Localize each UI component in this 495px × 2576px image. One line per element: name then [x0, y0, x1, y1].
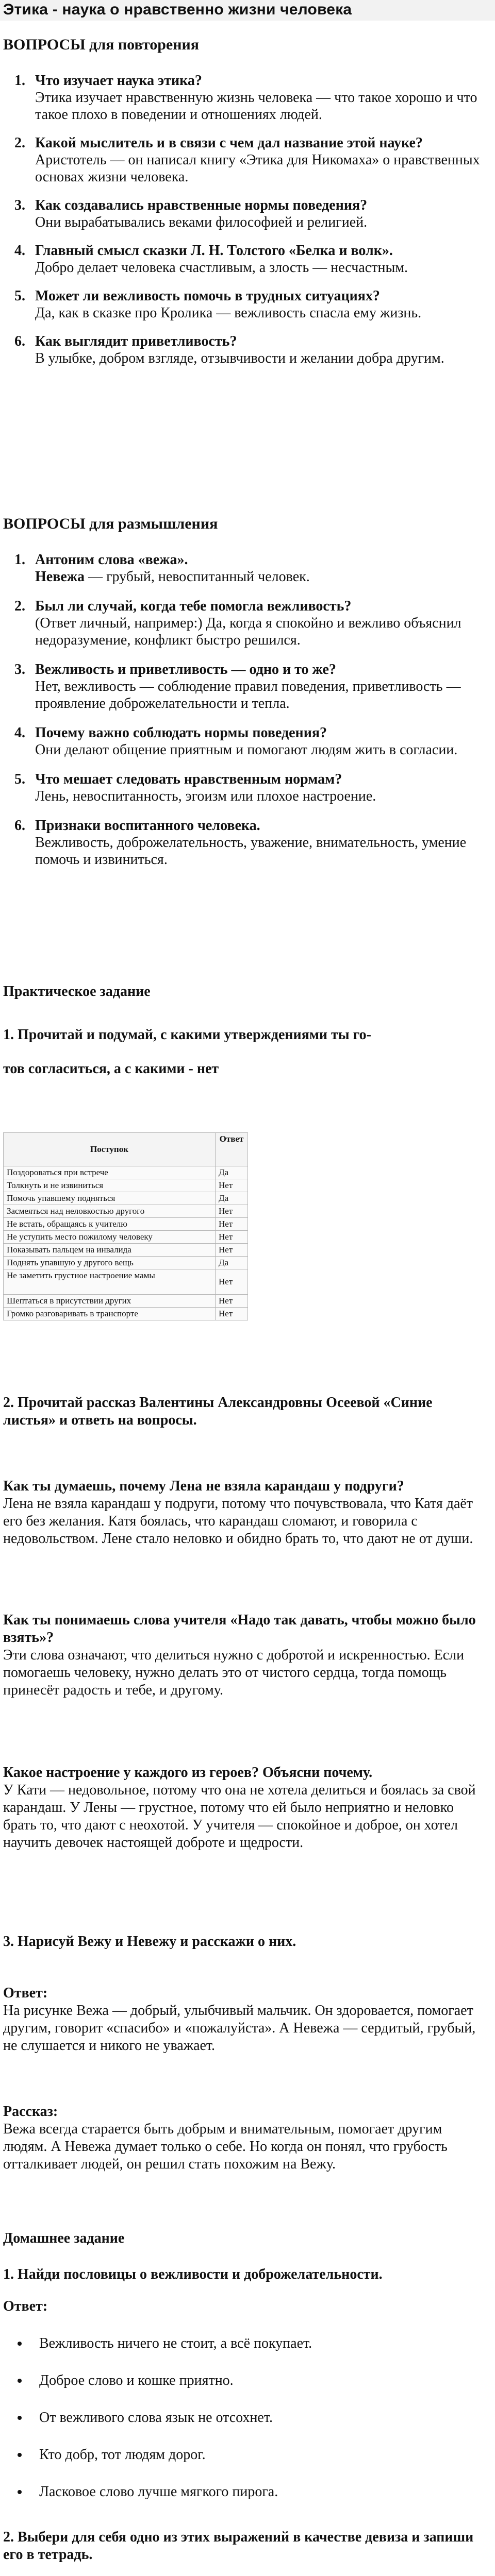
- task2-answer: Эти слова означают, что делиться нужно с добротой и искренностью. Если помогаешь человеку, нужно делать это от чистого сердца, тогда помощь принесёт радость и тебе, и другому.: [3, 1647, 465, 1698]
- review-heading: ВОПРОСЫ для повторения: [3, 36, 200, 53]
- answer-keyword: Невежа: [35, 569, 85, 585]
- action-cell: Поздороваться при встрече: [4, 1166, 216, 1179]
- question: Какой мыслитель и в связи с чем дал название этой науке?: [35, 135, 423, 151]
- list-item: [3, 2372, 488, 2389]
- proverb-text: От вежливого слова язык не отсохнет.: [39, 2410, 273, 2426]
- answer-cell: Нет: [216, 1205, 248, 1218]
- answer: [35, 568, 488, 585]
- table-row: [4, 1231, 248, 1244]
- bullet-icon: [18, 2453, 22, 2457]
- actions-table: [3, 1132, 248, 1320]
- question: Почему важно соблюдать нормы поведения?: [35, 725, 327, 741]
- task2-qa-1: [3, 1478, 488, 1548]
- table-row: [4, 1192, 248, 1205]
- review-item: [3, 287, 488, 321]
- task2-qa-2: [3, 1612, 488, 1699]
- bullet-icon: [18, 2416, 22, 2420]
- task3-story-label: Рассказ:: [3, 2104, 58, 2120]
- review-item: [3, 197, 488, 231]
- item-number: 1.: [14, 73, 25, 89]
- answer: Нет, вежливость — соблюдение правил поведения, приветливость — проявление доброжелательности и тепла.: [35, 679, 461, 711]
- table-row: [4, 1244, 248, 1257]
- action-cell: Шептаться в присутствии других: [4, 1295, 216, 1308]
- action-cell: Громко разговаривать в транспорте: [4, 1308, 216, 1320]
- reflection-item: [3, 551, 488, 585]
- table-row: [4, 1269, 248, 1295]
- review-item: [3, 72, 488, 123]
- reflection-heading: ВОПРОСЫ для размышления: [3, 515, 218, 532]
- answer-cell: Нет: [216, 1269, 248, 1295]
- task1-title-line1: 1. Прочитай и подумай, с какими утверждениями ты го-: [3, 1027, 371, 1043]
- item-number: 5.: [14, 288, 25, 304]
- answer: Лень, невоспитанность, эгоизм или плохое настроение.: [35, 788, 376, 804]
- task2-question: Какое настроение у каждого из героев? Объясни почему.: [3, 1765, 373, 1781]
- review-list: [3, 72, 488, 367]
- table-row: [4, 1295, 248, 1308]
- proverb-text: Кто добр, тот людям дорог.: [39, 2447, 206, 2463]
- answer: (Ответ личный, например:) Да, когда я спокойно и вежливо объяснил недоразумение, конфликт быстро решился.: [35, 615, 461, 648]
- answer-cell: Нет: [216, 1308, 248, 1320]
- answer-cell: Нет: [216, 1179, 248, 1192]
- list-item: [3, 2446, 488, 2464]
- answer: Этика изучает нравственную жизнь человека — что такое хорошо и что такое плохо в поведении и отношениях людей.: [35, 90, 477, 123]
- answer-cell: Да: [216, 1257, 248, 1269]
- item-number: 6.: [14, 818, 25, 834]
- practice-heading: Практическое задание: [3, 984, 151, 999]
- task3-answer-block: [3, 1985, 488, 2055]
- task1-title-line2: тов согласиться, а с какими - нет: [3, 1061, 219, 1077]
- question: Как создавались нравственные нормы поведения?: [35, 197, 368, 213]
- answer: Они вырабатывались веками философией и религией.: [35, 214, 368, 230]
- answer-cell: Да: [216, 1166, 248, 1179]
- item-number: 6.: [14, 333, 25, 349]
- table-row: [4, 1257, 248, 1269]
- column-header-action: Поступок: [4, 1133, 216, 1166]
- item-number: 2.: [14, 598, 25, 614]
- task3-answer-text: На рисунке Вежа — добрый, улыбчивый мальчик. Он здоровается, помогает другим, говорит «спасибо» и «пожалуйста». А Невежа — сердитый, грубый, не слушается и никого не уважает.: [3, 2003, 476, 2054]
- task3-story-text: Вежа всегда старается быть добрым и внимательным, помогает другим людям. А Невежа думает только о себе. Но когда он понял, что грубость отталкивает людей, он решил стать похожим на Вежу.: [3, 2121, 448, 2172]
- action-cell: Поднять упавшую у другого вещь: [4, 1257, 216, 1269]
- action-cell: Показывать пальцем на инвалида: [4, 1244, 216, 1257]
- question: Признаки воспитанного человека.: [35, 818, 260, 834]
- question: Может ли вежливость помочь в трудных ситуациях?: [35, 288, 380, 304]
- answer: Аристотель — он написал книгу «Этика для Никомаха» о нравственных основах жизни человека.: [35, 152, 480, 185]
- task2-qa-3: [3, 1764, 488, 1852]
- proverb-text: Ласковое слово лучше мягкого пирога.: [39, 2484, 278, 2500]
- answer: Добро делает человека счастливым, а злость — несчастным.: [35, 260, 408, 276]
- reflection-list: [3, 551, 488, 868]
- page-title: Этика - наука о нравственно жизни человека: [3, 1, 352, 18]
- answer-cell: Нет: [216, 1295, 248, 1308]
- action-cell: Не встать, обращаясь к учителю: [4, 1218, 216, 1231]
- column-header-answer: Ответ: [216, 1133, 248, 1166]
- table-row: [4, 1205, 248, 1218]
- task2-question: Как ты думаешь, почему Лена не взяла карандаш у подруги?: [3, 1478, 404, 1494]
- proverb-text: Доброе слово и кошке приятно.: [39, 2372, 234, 2388]
- bullet-icon: [18, 2342, 22, 2346]
- answer-cell: Нет: [216, 1244, 248, 1257]
- table-row: [4, 1166, 248, 1179]
- question: Вежливость и приветливость — одно и то же?: [35, 662, 336, 677]
- answer: Они делают общение приятным и помогают людям жить в согласии.: [35, 742, 458, 758]
- reflection-item: [3, 724, 488, 758]
- bullet-icon: [18, 2379, 22, 2383]
- task2-title: 2. Прочитай рассказ Валентины Александровны Осеевой «Синие листья» и ответь на вопросы.: [3, 1395, 433, 1428]
- answer: Да, как в сказке про Кролика — вежливость спасла ему жизнь.: [35, 305, 422, 321]
- homework-heading: Домашнее задание: [3, 2230, 125, 2246]
- action-cell: Помочь упавшему подняться: [4, 1192, 216, 1205]
- action-cell: Толкнуть и не извиниться: [4, 1179, 216, 1192]
- reflection-item: [3, 598, 488, 649]
- list-item: [3, 2409, 488, 2427]
- table-row: [4, 1308, 248, 1320]
- question: Что мешает следовать нравственным нормам?: [35, 771, 342, 787]
- question: Антоним слова «вежа».: [35, 552, 188, 568]
- action-cell: Засмеяться над неловкостью другого: [4, 1205, 216, 1218]
- table-row: [4, 1218, 248, 1231]
- review-item: [3, 333, 488, 367]
- review-item: [3, 134, 488, 185]
- review-item: [3, 242, 488, 276]
- proverbs-list: [3, 2335, 488, 2520]
- reflection-item: [3, 661, 488, 712]
- item-number: 4.: [14, 243, 25, 259]
- answer-cell: Нет: [216, 1231, 248, 1244]
- item-number: 1.: [14, 552, 25, 568]
- answer-cell: Да: [216, 1192, 248, 1205]
- question: Главный смысл сказки Л. Н. Толстого «Белка и волк».: [35, 243, 393, 259]
- answer-cell: Нет: [216, 1218, 248, 1231]
- question: Был ли случай, когда тебе помогла вежливость?: [35, 598, 352, 614]
- answer: В улыбке, добром взгляде, отзывчивости и желании добра другим.: [35, 350, 444, 366]
- item-number: 2.: [14, 135, 25, 151]
- task3-title: 3. Нарисуй Вежу и Невежу и расскажи о них.: [3, 1934, 296, 1950]
- homework-answer-label: Ответ:: [3, 2298, 48, 2314]
- question: Что изучает наука этика?: [35, 73, 202, 89]
- task2-question: Как ты понимаешь слова учителя «Надо так давать, чтобы можно было взять»?: [3, 1612, 476, 1646]
- homework-task1-title: 1. Найди пословицы о вежливости и доброжелательности.: [3, 2266, 383, 2282]
- task2-answer: Лена не взяла карандаш у подруги, потому что почувствовала, что Катя даёт его без желания. Катя боялась, что карандаш сломают, и говорила с недовольством. Лене стало неловко и обидно брать то, что дают не от души.: [3, 1496, 473, 1547]
- task3-story-block: [3, 2103, 488, 2173]
- list-item: [3, 2335, 488, 2352]
- item-number: 3.: [14, 662, 25, 677]
- proverb-text: Вежливость ничего не стоит, а всё покупает.: [39, 2335, 312, 2351]
- table-header-row: [4, 1133, 248, 1166]
- answer-text: — грубый, невоспитанный человек.: [85, 569, 310, 585]
- bullet-icon: [18, 2490, 22, 2494]
- task2-answer: У Кати — недовольное, потому что она не хотела делиться и боялась за свой карандаш. У Лены — грустное, потому что ей было неприятно и неловко брать то, что дают с неохотой. У учителя — спокойное и доброе, он хотел научить девочек настоящей доброте и щедрости.: [3, 1782, 476, 1851]
- title-bar: [0, 0, 495, 21]
- task3-answer-label: Ответ:: [3, 1985, 48, 2001]
- reflection-item: [3, 771, 488, 805]
- table-row: [4, 1179, 248, 1192]
- item-number: 3.: [14, 197, 25, 213]
- item-number: 5.: [14, 771, 25, 787]
- homework-task2-title: 2. Выбери для себя одно из этих выражений в качестве девиза и запиши его в тетрадь.: [3, 2529, 474, 2563]
- question: Как выглядит приветливость?: [35, 333, 237, 349]
- reflection-item: [3, 817, 488, 868]
- action-cell: Не уступить место пожилому человеку: [4, 1231, 216, 1244]
- answer: Вежливость, доброжелательность, уважение, внимательность, умение помочь и извиниться.: [35, 835, 467, 868]
- item-number: 4.: [14, 725, 25, 741]
- action-cell: Не заметить грустное настроение мамы: [4, 1269, 216, 1295]
- list-item: [3, 2483, 488, 2501]
